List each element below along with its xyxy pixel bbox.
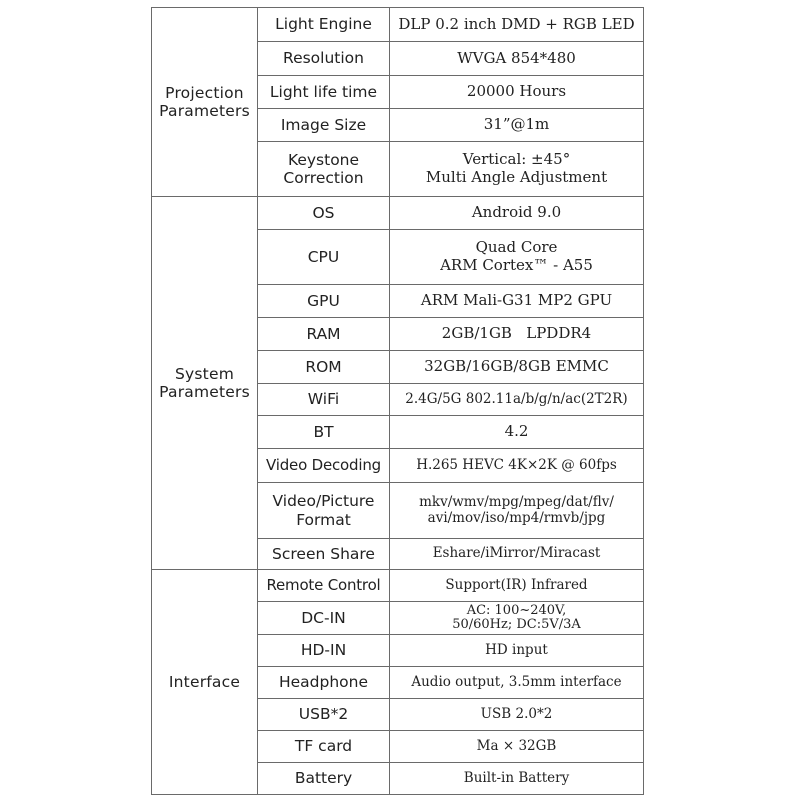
value-wifi: 2.4G/5G 802.11a/b/g/n/ac(2T2R)	[390, 384, 644, 416]
value-cpu-line1: Quad Core	[475, 238, 558, 257]
label-keystone-correction	[258, 142, 390, 197]
value-rom: 32GB/16GB/8GB EMMC	[390, 351, 644, 384]
group-interface: Interface	[152, 570, 258, 795]
value-ram: 2GB/1GB LPDDR4	[390, 318, 644, 351]
value-battery: Built-in Battery	[390, 763, 644, 795]
value-video-format-line2: avi/mov/iso/mp4/rmvb/jpg	[427, 509, 606, 526]
value-cpu-line2: ARM Cortex™ - A55	[440, 256, 593, 274]
value-dc-in-line2: 50/60Hz; DC:5V/3A	[452, 617, 581, 632]
label-image-size: Image Size	[258, 109, 390, 142]
label-dc-in: DC-IN	[258, 602, 390, 635]
value-cpu	[390, 230, 644, 285]
label-tf-card: TF card	[258, 731, 390, 763]
value-dc-in	[390, 602, 644, 635]
label-video-picture-format	[258, 483, 390, 539]
label-keystone-line1: Keystone	[287, 150, 360, 169]
value-light-engine: DLP 0.2 inch DMD + RGB LED	[390, 8, 644, 42]
label-light-engine: Light Engine	[258, 8, 390, 42]
label-screen-share: Screen Share	[258, 539, 390, 570]
value-usb: USB 2.0*2	[390, 699, 644, 731]
label-wifi: WiFi	[258, 384, 390, 416]
value-remote-control: Support(IR) Infrared	[390, 570, 644, 602]
value-keystone-line1: Vertical: ±45°	[462, 150, 571, 169]
group-system-parameters: System Parameters	[152, 197, 258, 570]
value-hd-in: HD input	[390, 635, 644, 667]
label-resolution: Resolution	[258, 42, 390, 76]
label-headphone: Headphone	[258, 667, 390, 699]
value-tf-card: Ma × 32GB	[390, 731, 644, 763]
value-headphone: Audio output, 3.5mm interface	[390, 667, 644, 699]
value-light-life-time: 20000 Hours	[390, 76, 644, 109]
value-dc-in-line1: AC: 100~240V,	[466, 603, 567, 619]
label-hd-in: HD-IN	[258, 635, 390, 667]
label-battery: Battery	[258, 763, 390, 795]
value-keystone-line2: Multi Angle Adjustment	[425, 168, 608, 186]
value-gpu: ARM Mali-G31 MP2 GPU	[390, 285, 644, 318]
spec-table	[151, 7, 644, 795]
value-bt: 4.2	[390, 416, 644, 449]
label-video-decoding: Video Decoding	[258, 449, 390, 483]
row-remote-control	[152, 570, 644, 602]
value-keystone-correction	[390, 142, 644, 197]
label-gpu: GPU	[258, 285, 390, 318]
label-os: OS	[258, 197, 390, 230]
row-os	[152, 197, 644, 230]
label-light-life-time: Light life time	[258, 76, 390, 109]
value-os: Android 9.0	[390, 197, 644, 230]
value-image-size: 31”@1m	[390, 109, 644, 142]
label-keystone-line2: Correction	[283, 169, 364, 187]
value-video-decoding: H.265 HEVC 4K×2K @ 60fps	[390, 449, 644, 483]
label-video-format-line2: Format	[296, 510, 351, 529]
label-rom: ROM	[258, 351, 390, 384]
value-resolution: WVGA 854*480	[390, 42, 644, 76]
value-video-picture-format	[390, 483, 644, 539]
label-usb: USB*2	[258, 699, 390, 731]
label-cpu: CPU	[258, 230, 390, 285]
value-video-format-line1: mkv/wmv/mpg/mpeg/dat/flv/	[419, 493, 614, 510]
label-video-format-line1: Video/Picture	[272, 492, 375, 511]
row-light-engine	[152, 8, 644, 42]
group-projection-parameters: Projection Parameters	[152, 8, 258, 197]
label-remote-control: Remote Control	[258, 570, 390, 602]
label-bt: BT	[258, 416, 390, 449]
label-ram: RAM	[258, 318, 390, 351]
value-screen-share: Eshare/iMirror/Miracast	[390, 539, 644, 570]
